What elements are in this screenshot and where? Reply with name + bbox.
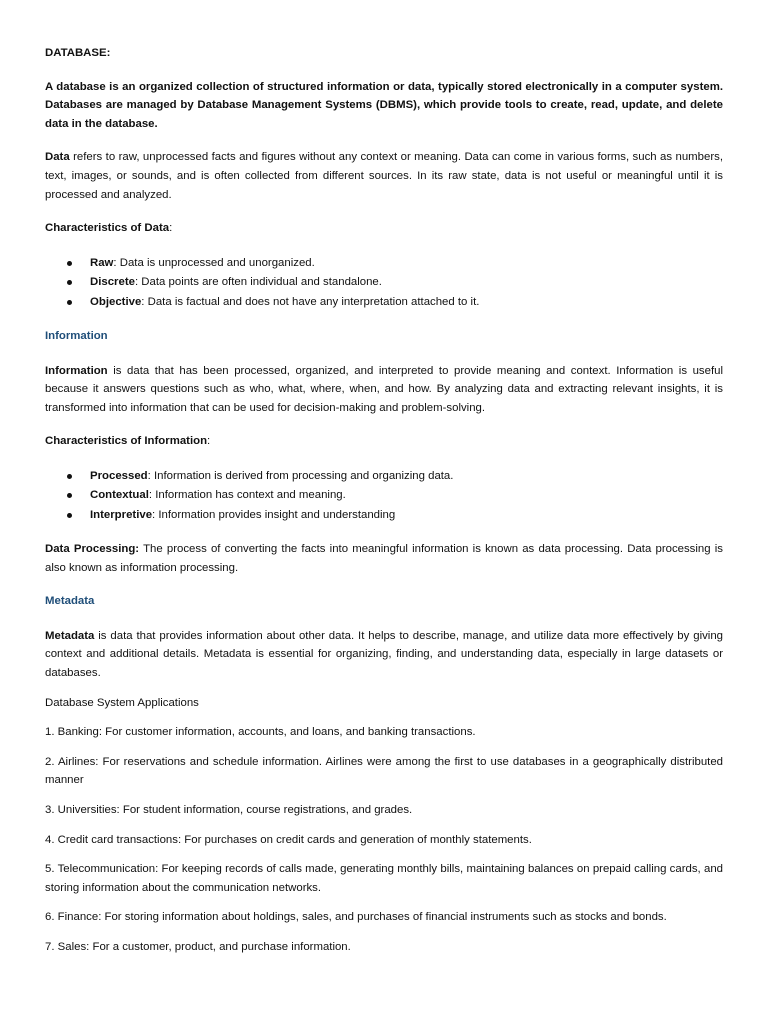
application-item: 5. Telecommunication: For keeping records of calls made, generating monthly bills, maintaining balances on prepaid calling cards, and storing information about the communication networks. <box>45 863 723 894</box>
bullet-icon <box>67 474 72 479</box>
application-item: 3. Universities: For student information, course registrations, and grades. <box>45 804 413 816</box>
metadata-term: Metadata <box>45 629 95 642</box>
document-title: DATABASE: <box>45 47 111 59</box>
information-definition-paragraph: Information is data that has been processed, organized, and interpreted to provide meaning and context. Information is useful because it answers questions such as who, what, where, when, and how. By analyzing data and extracting relevant insights, it is transformed into information that can be used for decision-making and problem-solving. <box>45 364 723 414</box>
information-term: Information <box>45 364 108 377</box>
application-item: 7. Sales: For a customer, product, and purchase information. <box>45 940 351 953</box>
data-characteristics-list <box>45 254 723 312</box>
applications-title: Database System Applications <box>45 696 199 709</box>
application-item: 6. Finance: For storing information about holdings, sales, and purchases of financial instruments such as stocks and bonds. <box>45 911 667 924</box>
application-item: 2. Airlines: For reservations and schedule information. Airlines were among the first to use databases in a geographically distributed manner <box>45 755 723 787</box>
list-item: Contextual: Information has context and meaning. <box>45 486 723 505</box>
list-item: Discrete: Data points are often individual and standalone. <box>45 273 723 292</box>
application-item: 1. Banking: For customer information, accounts, and loans, and banking transactions. <box>45 726 476 739</box>
application-item: 4. Credit card transactions: For purchases on credit cards and generation of monthly statements. <box>45 833 532 846</box>
data-term: Data <box>45 151 70 164</box>
list-item: Raw: Data is unprocessed and unorganized. <box>45 254 723 273</box>
metadata-heading: Metadata <box>45 595 95 608</box>
bullet-icon <box>67 300 72 305</box>
data-definition-paragraph <box>45 148 723 204</box>
information-characteristics-list <box>45 467 723 525</box>
information-heading: Information <box>45 329 108 342</box>
data-characteristics-label: Characteristics of Data <box>45 222 170 235</box>
bullet-icon <box>67 493 72 498</box>
data-processing-paragraph: Data Processing: The process of converting the facts into meaningful information is known as data processing. Data processing is also known as information processing. <box>45 543 723 574</box>
list-item: Objective: Data is factual and does not have any interpretation attached to it. <box>45 293 723 312</box>
bullet-icon <box>67 261 72 266</box>
bullet-icon <box>67 513 72 518</box>
data-characteristics-title: Characteristics of Data: <box>45 222 173 235</box>
data-definition-text: refers to raw, unprocessed facts and figures without any context or meaning. Data can come in various forms, such as numbers, text, images, or sounds, and is often collected from different sources. In its raw state, data is not useful or meaningful until it is processed and analyzed. <box>45 151 723 201</box>
bullet-icon <box>67 280 72 285</box>
list-item: Interpretive: Information provides insight and understanding <box>45 506 723 525</box>
information-characteristics-title: Characteristics of Information: <box>45 435 211 448</box>
metadata-definition-paragraph: Metadata is data that provides information about other data. It helps to describe, manage, and utilize data more effectively by giving context and additional details. Metadata is essential for organizing, finding, and understanding data, especially in large datasets or databases. <box>45 629 723 680</box>
intro-paragraph: A database is an organized collection of structured information or data, typically stored electronically in a computer system. Databases are managed by Database Management Systems (DBMS), which provide tools to create, read, update, and delete data in the database. <box>45 80 723 130</box>
list-item: Processed: Information is derived from processing and organizing data. <box>45 467 723 486</box>
document-page <box>45 44 723 957</box>
